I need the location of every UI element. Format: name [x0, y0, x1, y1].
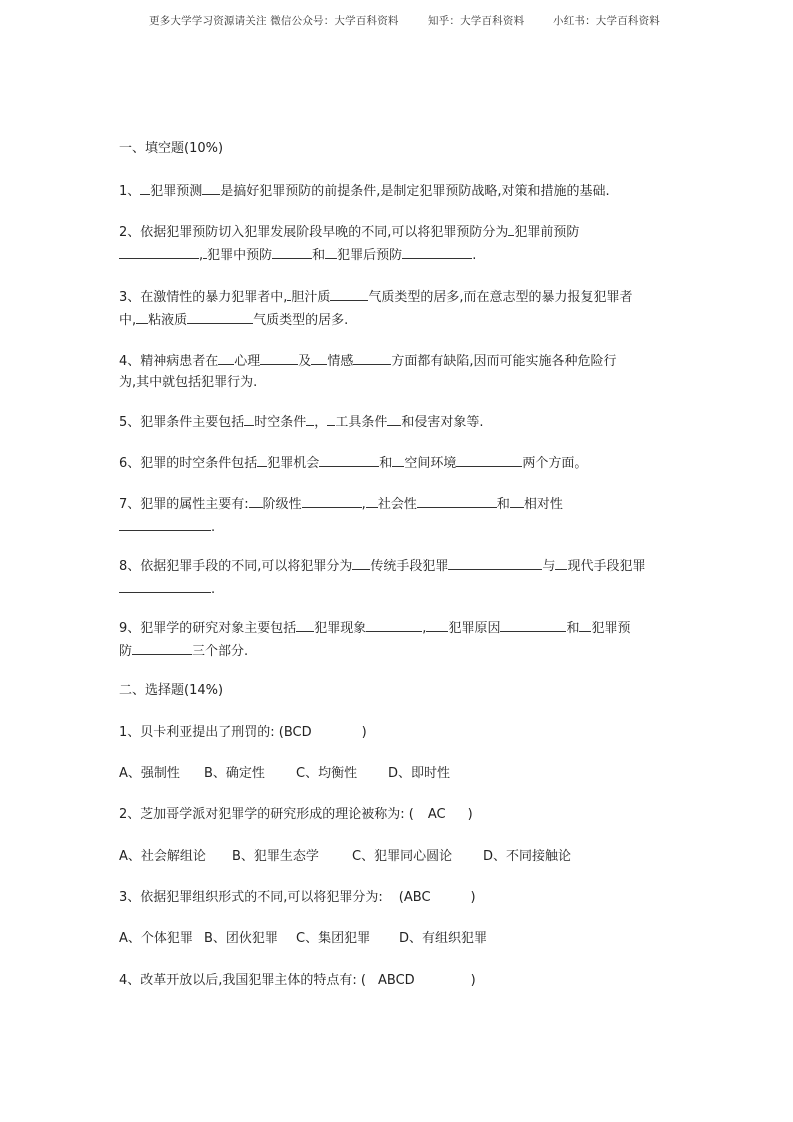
q6-end: 两个方面。 [522, 456, 588, 471]
q9-text: 9、犯罪学的研究对象主要包括 [119, 621, 297, 636]
mc-options-2 [119, 846, 675, 867]
mc2-option-d: D、不同接触论 [483, 849, 572, 864]
q5-sep: ， [314, 415, 328, 430]
q1-number: 1、 [119, 184, 141, 199]
question-4 [119, 349, 675, 393]
q9-answer-3: 犯罪预 [591, 621, 631, 636]
q6-text: 6、犯罪的时空条件包括 [119, 456, 258, 471]
q6-answer-2: 空间环境 [404, 456, 457, 471]
q5-answer-2: 工具条件 [335, 415, 388, 430]
q9-sep: , [422, 621, 427, 636]
question-1 [119, 179, 675, 202]
header-wechat: 更多大学学习资源请关注 微信公众号：大学百科资料 [149, 15, 399, 27]
q7-end: . [211, 520, 216, 535]
q4-text: 4、精神病患者在 [119, 354, 219, 369]
question-3 [119, 285, 675, 331]
q2-answer-3: 犯罪后预防 [337, 248, 403, 263]
question-5 [119, 410, 675, 433]
q6-and: 和 [379, 456, 393, 471]
q8-answer-2: 现代手段犯罪 [567, 559, 646, 574]
q7-text: 7、犯罪的属性主要有: [119, 497, 249, 512]
q9-line2a: 防 [119, 644, 133, 659]
section2-title: 二、选择题(14%) [119, 683, 224, 698]
mc2-option-c: C、犯罪同心圆论 [352, 849, 453, 864]
q8-and: 与 [542, 559, 556, 574]
q3-answer-1: 胆汁质 [291, 290, 331, 305]
mc3-option-d: D、有组织犯罪 [399, 931, 488, 946]
q4-answer-2: 情感 [327, 354, 354, 369]
question-9 [119, 616, 675, 662]
q2-and: 和 [312, 248, 326, 263]
mc4-answer: ABCD [378, 973, 415, 988]
q7-answer-3: 相对性 [523, 497, 563, 512]
q4-line1b: 方面都有缺陷,因而可能实施各种危险行 [391, 354, 617, 369]
mc-question-3 [119, 887, 675, 908]
mc2-text: 2、芝加哥学派对犯罪学的研究形成的理论被称为: ( [119, 807, 414, 822]
mc-question-4 [119, 970, 675, 991]
q7-sep: , [361, 497, 366, 512]
header-xiaohongshu: 小红书：大学百科资料 [553, 15, 660, 27]
mc1-option-b: B、确定性 [204, 766, 265, 781]
mc-question-2 [119, 804, 675, 825]
q7-answer-1: 阶级性 [262, 497, 302, 512]
q9-and: 和 [566, 621, 580, 636]
section1-title: 一、填空题(10%) [119, 141, 224, 156]
q9-answer-2: 犯罪原因 [448, 621, 501, 636]
mc3-option-b: B、团伙犯罪 [204, 931, 278, 946]
q9-end: 三个部分. [192, 644, 249, 659]
q5-answer-1: 时空条件 [254, 415, 307, 430]
mc1-option-d: D、即时性 [388, 766, 451, 781]
question-7 [119, 492, 675, 538]
mc4-text: 4、改革开放以后,我国犯罪主体的特点有: ( [119, 973, 366, 988]
q7-and: 和 [496, 497, 510, 512]
q5-text: 5、犯罪条件主要包括 [119, 415, 245, 430]
mc3-option-c: C、集团犯罪 [296, 931, 371, 946]
mc4-close: ) [470, 973, 476, 988]
q3-line1a: 3、在激情性的暴力犯罪者中, [119, 290, 288, 305]
question-6 [119, 451, 675, 474]
q4-line2: 为,其中就包括犯罪行为. [119, 375, 258, 390]
q2-line1: 2、依据犯罪预防切入犯罪发展阶段早晚的不同,可以将犯罪预防分为 [119, 225, 509, 240]
mc1-option-c: C、均衡性 [296, 766, 358, 781]
mc1-option-a: A、强制性 [119, 766, 180, 781]
question-8 [119, 554, 675, 600]
q8-answer-1: 传统手段犯罪 [370, 559, 449, 574]
mc2-option-b: B、犯罪生态学 [232, 849, 319, 864]
mc-options-1 [119, 763, 675, 784]
q5-end: 和侵害对象等. [401, 415, 484, 430]
question-2: 2、依据犯罪预防切入犯罪发展阶段早晚的不同,可以将犯罪预防分为 犯罪前预防 , 犯罪中预防 和 犯罪后预防 . [119, 220, 675, 266]
mc-question-1 [119, 722, 675, 743]
q6-answer-1: 犯罪机会 [267, 456, 320, 471]
mc1-text: 1、贝卡利亚提出了刑罚的: ( [119, 725, 284, 740]
q8-end: . [211, 582, 216, 597]
q2-answer-2: 犯罪中预防 [207, 248, 273, 263]
q8-text: 8、依据犯罪手段的不同,可以将犯罪分为 [119, 559, 353, 574]
mc1-answer: BCD [283, 725, 312, 740]
q3-answer-2: 粘液质 [148, 313, 188, 328]
q7-answer-2: 社会性 [377, 497, 417, 512]
mc2-close: ) [467, 807, 473, 822]
q3-line1b: 气质类型的居多,而在意志型的暴力报复犯罪者 [368, 290, 633, 305]
mc-options-3 [119, 928, 675, 949]
q3-line2a: 中, [119, 313, 137, 328]
q4-mid: 及 [298, 354, 312, 369]
q2-answer-1: 犯罪前预防 [514, 225, 580, 240]
q1-text: 是搞好犯罪预防的前提条件,是制定犯罪预防战略,对策和措施的基础. [220, 184, 610, 199]
q3-line2b: 气质类型的居多. [253, 313, 349, 328]
mc3-answer: (ABC [398, 890, 431, 905]
mc2-answer: AC [427, 807, 446, 822]
mc3-text: 3、依据犯罪组织形式的不同,可以将犯罪分为: [119, 890, 383, 905]
q2-end: . [472, 248, 477, 263]
mc3-option-a: A、个体犯罪 [119, 931, 193, 946]
q9-answer-1: 犯罪现象 [314, 621, 367, 636]
mc2-option-a: A、社会解组论 [119, 849, 206, 864]
q1-answer: 犯罪预测 [150, 184, 203, 199]
q4-answer-1: 心理 [234, 354, 261, 369]
mc1-close: ) [361, 725, 367, 740]
header-zhihu: 知乎：大学百科资料 [428, 15, 525, 27]
mc3-close: ) [470, 890, 476, 905]
